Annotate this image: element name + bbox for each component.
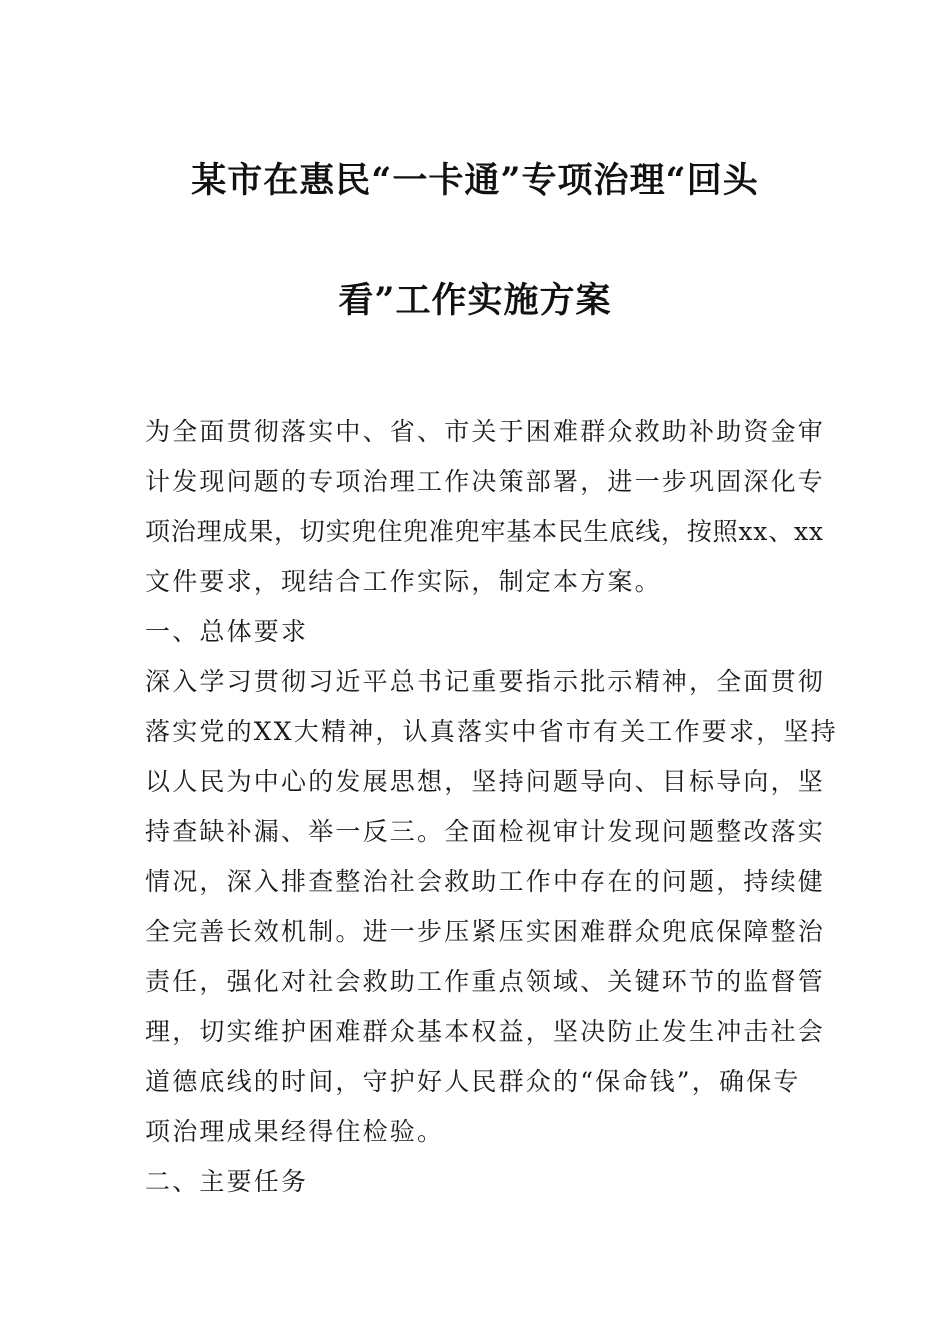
body-line: 深入学习贯彻习近平总书记重要指示批示精神，全面贯彻 — [145, 667, 826, 696]
body-line: 全完善长效机制。进一步压紧压实困难群众兜底保障整治 — [145, 917, 826, 946]
section-heading-main-tasks: 二、主要任务 — [145, 1167, 309, 1196]
body-line: 落实党的XX大精神，认真落实中省市有关工作要求，坚持 — [145, 717, 838, 746]
intro-line: 计发现问题的专项治理工作决策部署，进一步巩固深化专 — [145, 467, 826, 496]
intro-line: 文件要求，现结合工作实际，制定本方案。 — [145, 567, 662, 596]
body-line: 以人民为中心的发展思想，坚持问题导向、目标导向，坚 — [145, 767, 826, 796]
section-heading-overall-requirements: 一、总体要求 — [145, 617, 309, 646]
intro-line: 为全面贯彻落实中、省、市关于困难群众救助补助资金审 — [145, 417, 826, 446]
body-line: 持查缺补漏、举一反三。全面检视审计发现问题整改落实 — [145, 817, 826, 846]
body-line: 理，切实维护困难群众基本权益，坚决防止发生冲击社会 — [145, 1017, 826, 1046]
section1-paragraph — [145, 657, 838, 1157]
intro-paragraph — [145, 407, 826, 607]
document-title-line-1: 某市在惠民“一卡通”专项治理“回头 — [191, 160, 759, 201]
intro-line: 项治理成果，切实兜住兜准兜牢基本民生底线，按照xx、xx — [145, 517, 824, 546]
body-line: 道德底线的时间，守护好人民群众的“保命钱”，确保专 — [145, 1067, 801, 1096]
body-line: 项治理成果经得住检验。 — [145, 1117, 445, 1146]
body-line: 情况，深入排查整治社会救助工作中存在的问题，持续健 — [145, 867, 826, 896]
document-title-line-2: 看”工作实施方案 — [338, 280, 612, 321]
body-line: 责任，强化对社会救助工作重点领域、关键环节的监督管 — [145, 967, 826, 996]
